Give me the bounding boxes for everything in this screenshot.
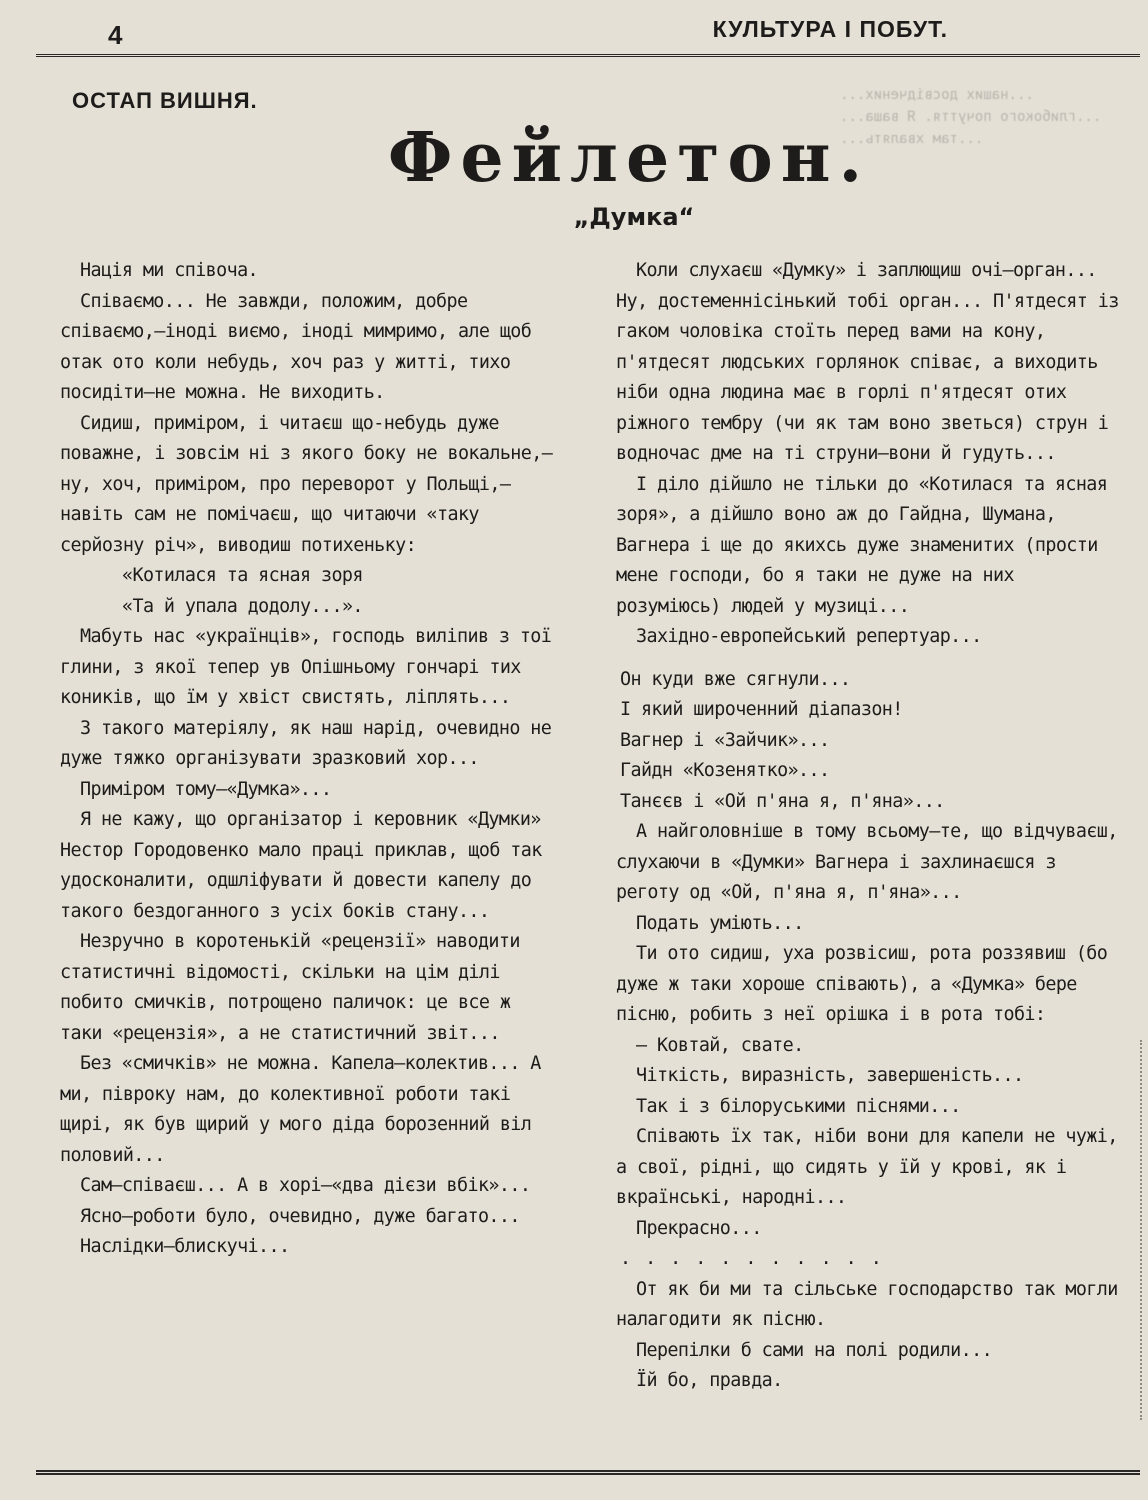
header-rule <box>36 54 1140 57</box>
page-number: 4 <box>108 20 123 50</box>
paragraph: Співають їх так, ніби вони для капели не чужі, а свої, рідні, що сидять у їй у крові, як і вкраїнські, народні... <box>616 1126 1118 1208</box>
paragraph: Коли слухаєш «Думку» і заплющиш очі—орган... Ну, достеменнісінький тобі орган... П'ятдесят із гаком чоловіка стоїть перед вами на кону, п'ятдесят людських горлянок співає, а виходить ніби одна людина має в горлі п'ятдесят отих ріжного тембру (чи як там воно зветься) струн і водночас дме на ті струни—вони й гудуть... <box>616 260 1119 464</box>
paragraph: Я не кажу, що організатор і керовник «Думки» Нестор Городовенко мало праці приклав, щоб так удосконалити, одшліфувати й довести капелу до такого бездоганного з усіх боків стану... <box>60 809 542 922</box>
paragraph: Прекрасно... <box>636 1217 762 1239</box>
paragraph: Наслідки—блискучі... <box>80 1236 290 1257</box>
paragraph: Мабуть нас «українців», господь виліпив з тої глини, з якої тепер ув Опішньому гончарі тих коників, що їм у хвіст свистять, ліплять... <box>60 626 552 708</box>
paragraph: Співаємо... Не завжди, положим, добре співаємо,—іноді виємо, іноді мимримо, але щоб отак ото коли небудь, хоч раз у житті, тихо посидіти—не можна. Не виходить. <box>60 290 532 403</box>
paragraph: Чіткість, виразність, завершеність... <box>636 1065 1024 1086</box>
paragraph: Так і з білоруськими піснями... <box>636 1095 961 1117</box>
paragraph: З такого матеріялу, як наш нарід, очевидно не дуже тяжко організувати зразковий хор... <box>60 717 552 769</box>
paragraph: Танєєв і «Ой п'яна я, п'яна»... <box>620 790 945 812</box>
paragraph: «Котилася та ясная зоря <box>122 565 363 586</box>
paragraph: Сам—співаєш... А в хорі—«два дієзи вбік»... <box>80 1175 531 1196</box>
footer-rule <box>36 1470 1140 1475</box>
bleed-through-text: ...наших досвідчених... ...глибокого почуття. Я ваша... ...там хвалять... <box>840 87 1102 147</box>
paragraph: Вагнер і «Зайчик»... <box>620 729 830 751</box>
paragraph: А найголовніше в тому всьому—те, що відчуваєш, слухаючи в «Думки» Вагнера і захлинаєшся з реготу од «Ой, п'яна я, п'яна»... <box>616 821 1118 903</box>
paragraph: Он куди вже сягнули... <box>620 668 851 690</box>
running-title: КУЛЬТУРА І ПОБУТ. <box>712 16 948 42</box>
paragraph: Їй бо, правда. <box>636 1370 783 1391</box>
article-author: ОСТАП ВИШНЯ. <box>72 88 258 113</box>
paragraph: — Ковтай, свате. <box>636 1034 804 1056</box>
paragraph: Західно-европейський репертуар... <box>636 626 982 647</box>
paragraph: «Та й упала додолу...». <box>122 595 363 617</box>
article-subtitle: „Думка“ <box>573 203 695 231</box>
paragraph: Без «смичків» не можна. Капела—колектив... А ми, півроку нам, до колективної роботи такі щирі, як був щирий у мого діда борозенний віл половий... <box>60 1053 541 1166</box>
left-column <box>60 256 560 1263</box>
right-column <box>616 256 1126 1397</box>
paragraph: Незручно в коротенькій «рецензії» наводити статистичні відомості, скільки на цім ділі побито смичків, потрощено паличок: це все ж таки «рецензія», а не статистичний звіт... <box>60 931 520 1044</box>
paragraph: Нація ми співоча. <box>80 260 259 281</box>
paragraph: Приміром тому—«Думка»... <box>80 778 332 800</box>
page-edge-mark <box>1132 1040 1142 1420</box>
paragraph: ........... <box>620 1248 896 1269</box>
paragraph: Ти ото сидиш, уха розвісиш, рота роззявиш (бо дуже ж таки хороше співають), а «Думка» бере пісню, робить з неї орішка і в рота тобі: <box>616 943 1108 1025</box>
paragraph: І діло дійшло не тільки до «Котилася та ясная зоря», а дійшло воно аж до Гайдна, Шумана, Вагнера і ще до якихсь дуже знаменитих (прости мене господи, бо я таки не дуже на них розуміюсь) людей у музиці... <box>616 473 1108 617</box>
paragraph: І який широченний діапазон! <box>620 699 903 720</box>
paragraph: Ясно—роботи було, очевидно, дуже багато... <box>80 1205 520 1227</box>
paragraph: Гайдн «Козенятко»... <box>620 760 830 781</box>
paragraph: От як би ми та сільське господарство так могли налагодити як пісню. <box>616 1278 1118 1330</box>
paragraph: Сидиш, приміром, і читаєш що-небудь дуже поважне, і зовсім ні з якого боку не вокальне,—ну, хоч, приміром, про переворот у Польщі,—навіть сам не помічаєш, що читаючи «таку серйозну річ», виводиш потихеньку: <box>60 412 553 556</box>
paragraph: Перепілки б сами на полі родили... <box>636 1339 993 1361</box>
article-title: Фейлетон. <box>387 118 871 198</box>
paragraph: Подать уміють... <box>636 912 804 934</box>
